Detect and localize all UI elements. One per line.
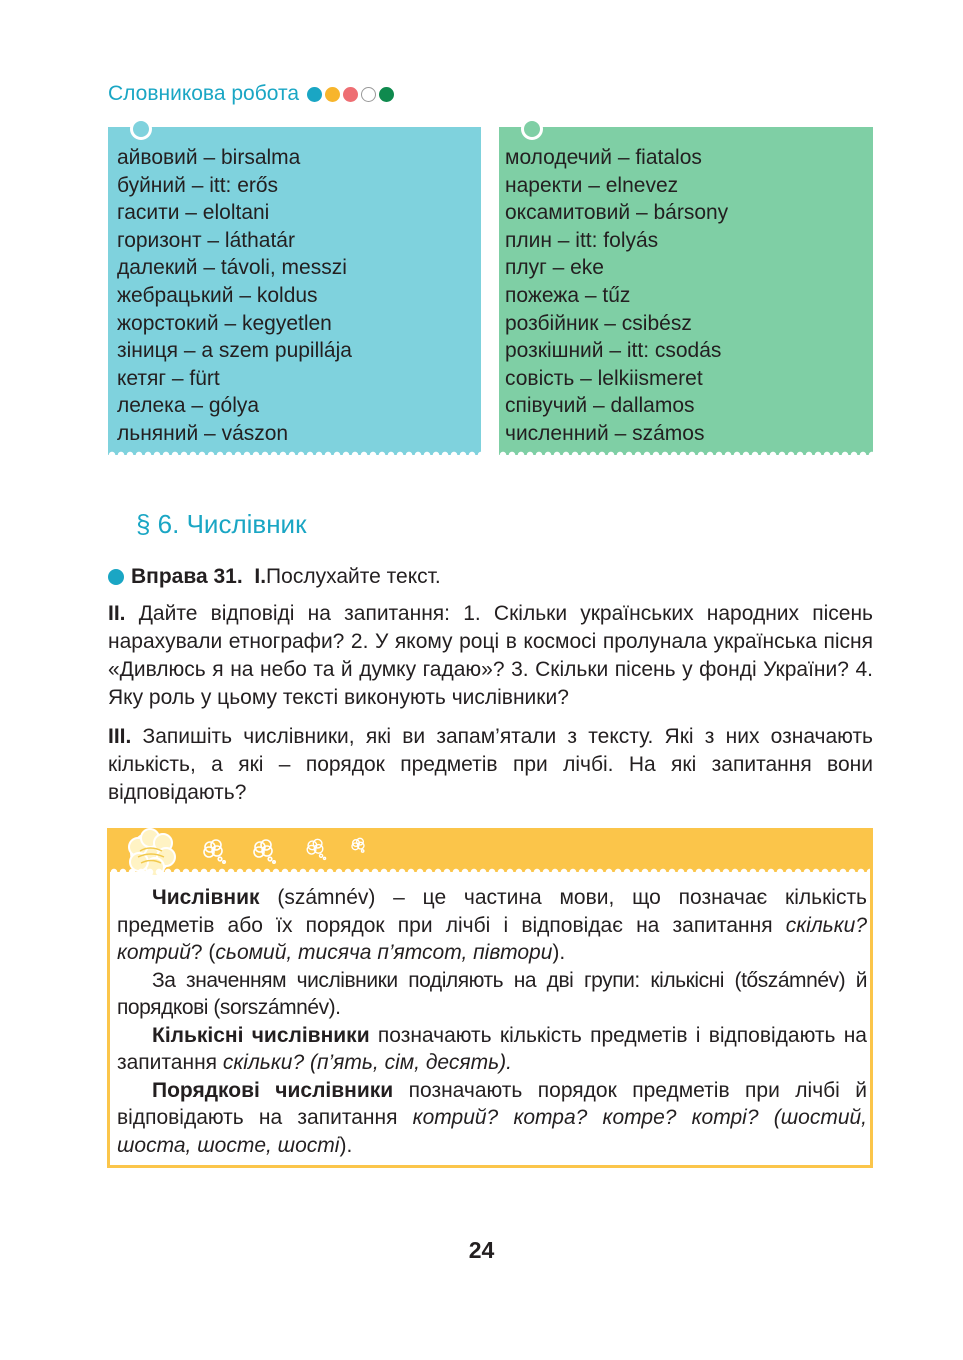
vocab-item: лелека – gólya (117, 394, 260, 418)
ring-icon (130, 118, 152, 140)
vocab-item: плин – itt: folyás (505, 228, 659, 252)
thought-cloud-icon (248, 835, 278, 865)
vocab-box-right (499, 127, 873, 455)
vocab-item: оксамитовий – bársony (505, 201, 729, 225)
vocab-item: льняний – vászon (117, 421, 289, 445)
vocab-item: молодечий – fiatalos (505, 146, 702, 169)
vocab-item: численний – számos (505, 421, 705, 445)
dot-icon (379, 87, 394, 102)
exercise-part-number: III. (108, 725, 132, 748)
vocab-item: наректи – elnevez (505, 173, 679, 197)
exercise-part-2 (108, 600, 873, 712)
vocab-item: плуг – eke (505, 256, 604, 280)
scallop-edge (499, 451, 873, 459)
rule-term: Числівник (152, 886, 260, 909)
rule-paragraph: За значенням числівники поділяють на дві групи: кількісні (tőszámnév) й порядкові (sorszámnév). (117, 968, 867, 1019)
scallop-edge (110, 868, 870, 876)
rule-box-header (110, 831, 870, 872)
vocab-list-right (505, 144, 873, 448)
vocab-item: айвовий – birsalma (117, 146, 301, 169)
exercise-label: Вправа 31. (131, 565, 243, 588)
rule-question: скільки? котрий (117, 913, 867, 964)
exercise-part-text: Дайте відповіді на запитання: 1. Скільки українських народних пісень нарахували етнографи? 2. У якому році в космосі пролунала українська пісня «Дивлюсь я на небо та й думку гадаю»? 3. Скільки пісень у фонді України? 4. Яку роль у цьому тексті виконують числівники? (108, 602, 873, 709)
bullet-icon (108, 569, 124, 585)
rule-text-span: (számnév) – це частина мови, що позначає кількість предметів або їх порядок при лічбі і відповідає на запитання (117, 886, 867, 937)
rule-example: сьомий, тисяча п’ятсот, півтори (215, 941, 553, 964)
vocab-item: кетяг – fürt (117, 366, 220, 390)
exercise-part-number: I. (254, 565, 267, 588)
vocab-item: далекий – távoli, messzi (117, 256, 347, 280)
vocab-title: Словникова робота (108, 82, 300, 105)
rule-text (117, 884, 867, 1159)
dot-icon (325, 87, 340, 102)
vocab-item: жорстокий – kegyetlen (117, 311, 332, 335)
exercise-part-3 (108, 723, 873, 807)
rule-text-span: позначають кількість предметів і відповідають на запитання (117, 1023, 867, 1074)
dot-icon (361, 87, 376, 102)
vocab-item: совість – lelkiismeret (505, 366, 703, 390)
vocab-item: гасити – eloltani (117, 201, 270, 225)
rule-text-span: ). (552, 941, 566, 964)
exercise-part-text: Запишіть числівники, які ви запам’ятали з тексту. Які з них означають кількість, а які – порядок предметів при лічбі. На які запитання вони відповідають? (108, 725, 873, 804)
thought-cloud-icon (348, 835, 368, 855)
dot-icon (307, 87, 322, 102)
scallop-edge (108, 451, 481, 459)
dot-icon (343, 87, 358, 102)
rule-paragraph (117, 884, 867, 967)
rule-text-span: позначають порядок предметів при лічбі й відповідають на запитання (117, 1078, 867, 1129)
section-title: § 6. Числівник (136, 509, 307, 539)
rule-term: Кількісні числівники (152, 1023, 370, 1047)
thought-cloud-icon (198, 835, 228, 865)
exercise-part-number: II. (108, 602, 126, 625)
vocab-item: співучий – dallamos (505, 394, 695, 418)
rule-box (107, 828, 873, 1168)
vocab-item: розкішний – itt: csodás (505, 339, 722, 363)
vocab-item: зіниця – a szem pupillája (117, 339, 352, 363)
vocab-item: горизонт – láthatár (117, 228, 295, 252)
rule-text-span: ). (339, 1133, 353, 1157)
rule-paragraph (117, 1022, 867, 1077)
rule-term: Порядкові числівники (152, 1078, 394, 1102)
rule-example: котрий? котра? котре? котрі? (шостий, шоста, шосте, шості (117, 1106, 868, 1157)
rule-paragraph (117, 1077, 867, 1160)
vocab-item: буйний – itt: erős (117, 173, 279, 197)
vocab-box-left (108, 127, 481, 455)
vocab-item: розбійник – csibész (505, 311, 692, 335)
vocab-item: жебрацький – koldus (117, 283, 318, 307)
ring-icon (521, 118, 543, 140)
rule-example: скільки? (п’ять, сім, десять). (222, 1051, 512, 1074)
difficulty-dots (307, 87, 394, 102)
rule-text-span: ? ( (190, 941, 216, 964)
page-number: 24 (468, 1237, 495, 1263)
vocab-header (108, 82, 394, 106)
exercise-title (108, 563, 873, 591)
vocab-item: пожежа – tűz (505, 283, 631, 307)
exercise-part-text: Послухайте текст. (266, 565, 441, 588)
thought-cloud-icon (302, 835, 328, 861)
vocab-list-left (117, 144, 481, 448)
